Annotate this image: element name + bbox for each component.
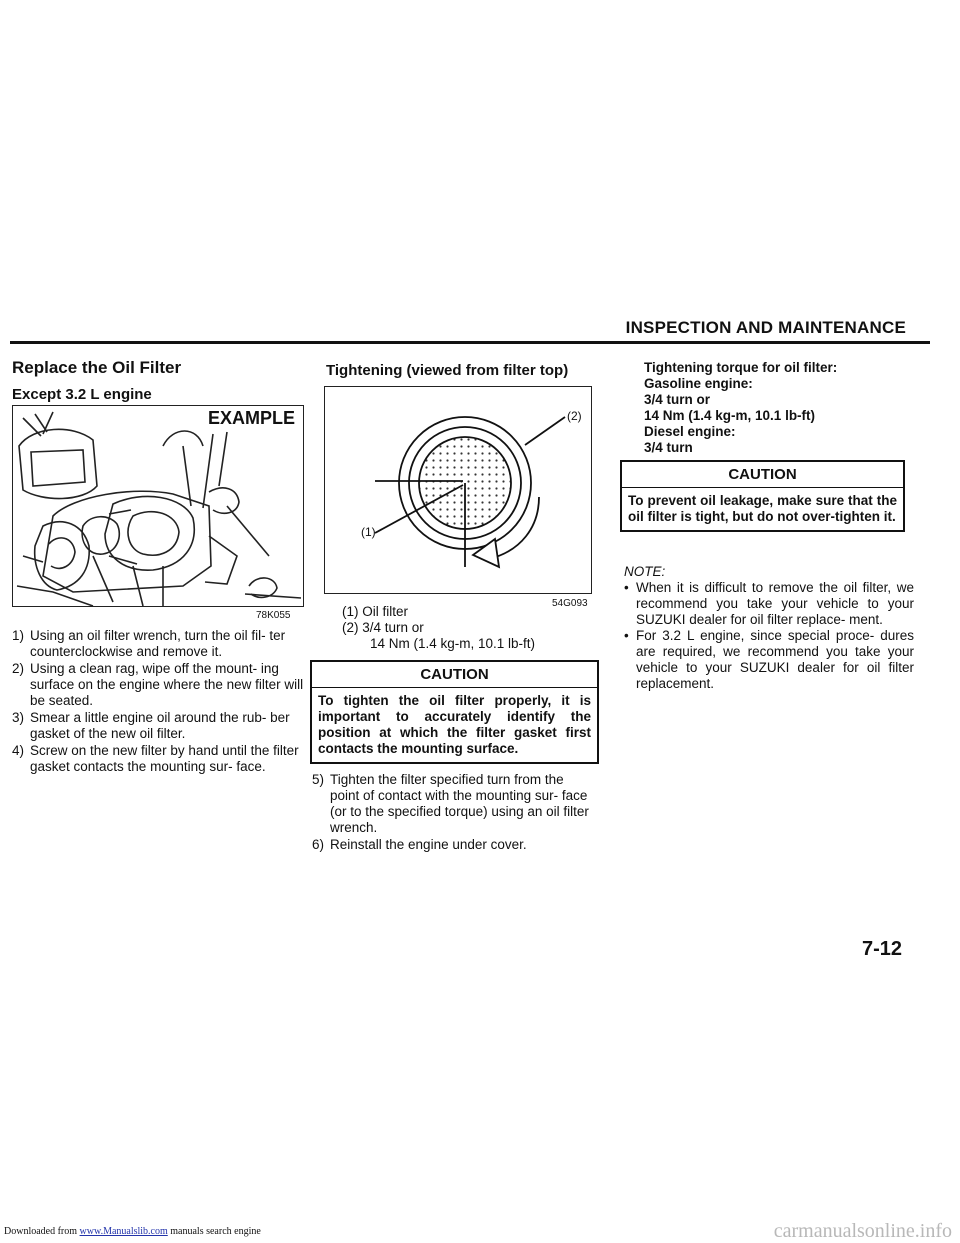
note-block [624, 564, 914, 692]
caution-heading: CAUTION [622, 462, 903, 488]
caution-text: To prevent oil leakage, make sure that the oil filter is tight, but do not over-tighten it. [628, 493, 897, 524]
note-list [624, 580, 914, 692]
tightening-figure-title: Tightening (viewed from filter top) [326, 362, 569, 379]
note-item: • When it is difficult to remove the oil filter, we recommend you take your vehicle to your SUZUKI dealer for oil filter replace- ment. [624, 580, 914, 628]
page-number: 7-12 [862, 938, 903, 960]
header-divider [10, 341, 930, 344]
tightening-diagram [324, 386, 592, 594]
legend-item: (2) 3/4 turn or [342, 620, 424, 635]
list-item: 6) Reinstall the engine under cover. [312, 837, 527, 852]
torque-line: 3/4 turn or [644, 392, 711, 407]
footer-prefix: Downloaded from [4, 1226, 78, 1237]
footer-suffix: manuals search engine [170, 1226, 261, 1237]
legend-item: (1) Oil filter [342, 604, 409, 619]
list-item: 2) Using a clean rag, wipe off the mount- ing surface on the engine where the new filter will be seated. [12, 661, 304, 708]
page-header-title: INSPECTION AND MAINTENANCE [625, 318, 906, 337]
list-item: 5) Tighten the filter specified turn from the point of contact with the mounting sur- face (or to the specified torque) using an oil filter wrench. [312, 772, 589, 835]
caution-box [310, 660, 599, 764]
manualslib-link[interactable]: www.Manualslib.com [79, 1226, 168, 1237]
note-title: NOTE: [624, 564, 666, 579]
torque-line: Diesel engine: [644, 424, 736, 439]
caution-box [620, 460, 905, 532]
caution-text: To tighten the oil filter properly, it is important to accurately identify the position at which the filter gasket first contacts the mounting surface. [318, 693, 591, 756]
legend-item: 14 Nm (1.4 kg-m, 10.1 lb-ft) [370, 636, 536, 651]
torque-line: 14 Nm (1.4 kg-m, 10.1 lb-ft) [644, 408, 816, 423]
section-title: Replace the Oil Filter [12, 358, 182, 377]
removal-steps-list [12, 628, 304, 776]
callout-2: (2) [567, 409, 582, 423]
figure-code: 78K055 [256, 610, 291, 621]
torque-line: Tightening torque for oil filter: [644, 360, 838, 375]
filter-top-drawing [325, 387, 593, 595]
tightening-steps-list [312, 772, 594, 854]
figure-example-label: EXAMPLE [207, 408, 295, 428]
note-item: • For 3.2 L engine, since special proce- dures are required, we recommend you take your vehicle to your SUZUKI dealer for oil filter replacement. [624, 628, 914, 692]
callout-1: (1) [361, 525, 376, 539]
torque-line: Gasoline engine: [644, 376, 753, 391]
oil-filter-wrench-illustration [12, 405, 304, 607]
torque-line: 3/4 turn [644, 440, 693, 455]
caution-heading: CAUTION [312, 662, 597, 688]
sub-title: Except 3.2 L engine [12, 386, 152, 403]
watermark: carmanualsonline.info [773, 1220, 952, 1242]
torque-spec [644, 360, 837, 456]
list-item: 3) Smear a little engine oil around the rub- ber gasket of the new oil filter. [12, 710, 290, 741]
download-footer [4, 1226, 261, 1237]
list-item: 1) Using an oil filter wrench, turn the oil fil- ter counterclockwise and remove it. [12, 628, 286, 659]
engine-drawing [13, 406, 304, 607]
figure-legend [342, 604, 592, 652]
list-item: 4) Screw on the new filter by hand until the filter gasket contacts the mounting sur- face. [12, 743, 299, 774]
figure-code: 54G093 [552, 598, 588, 609]
